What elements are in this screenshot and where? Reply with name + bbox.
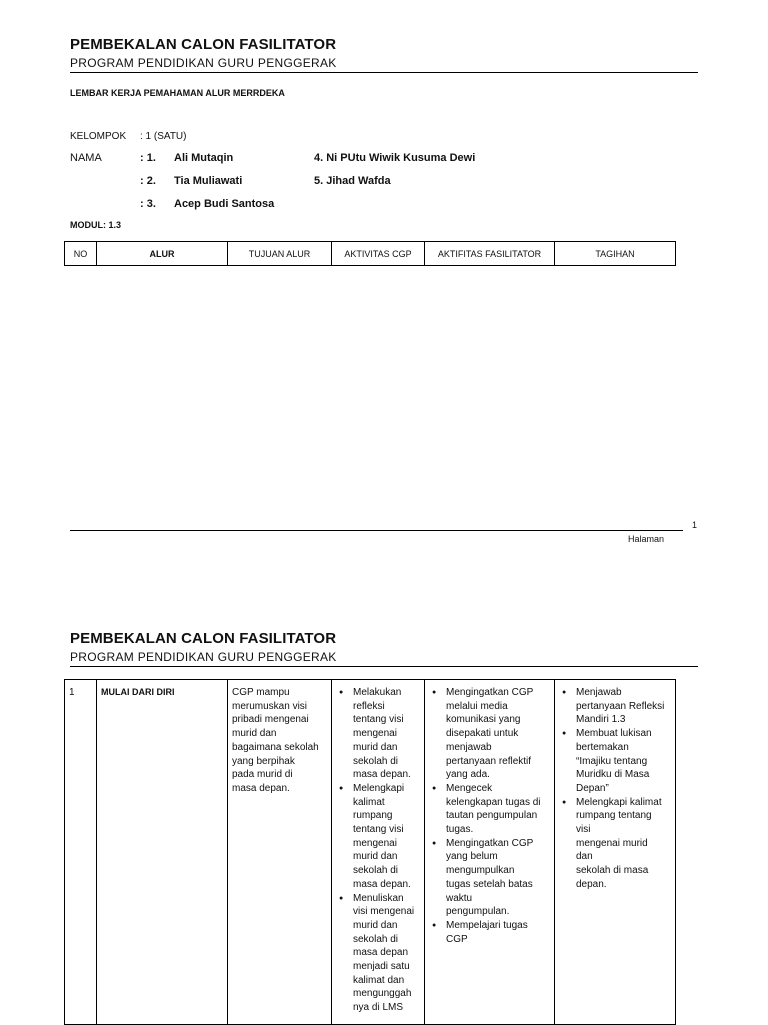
page2-title: PEMBEKALAN CALON FASILITATOR xyxy=(70,630,337,647)
col-header-tagihan: TAGIHAN xyxy=(555,242,676,266)
page1-header-rule xyxy=(70,72,698,73)
kelompok-value: : 1 (SATU) xyxy=(140,131,187,142)
page-number: 1 xyxy=(692,520,698,530)
alur-table-body xyxy=(64,679,676,1025)
page1-title: PEMBEKALAN CALON FASILITATOR xyxy=(70,36,337,53)
col-header-alur: ALUR xyxy=(97,242,228,266)
page-label: Halaman xyxy=(628,534,665,544)
table-row xyxy=(65,680,676,1025)
member-name: Acep Budi Santosa xyxy=(174,198,275,210)
cell-tagihan xyxy=(555,680,676,1025)
list-item: ● Membuat lukisan bertemakan “Imajiku tentang Muridku di Masa Depan” xyxy=(576,727,671,796)
member-num: : 3. xyxy=(140,198,156,210)
member-num: : 1. xyxy=(140,152,156,164)
member-name: 4. Ni PUtu Wiwik Kusuma Dewi xyxy=(314,152,476,164)
list-item: ● Melengkapi kalimat rumpang tentang visi mengenai murid dan sekolah di masa depan. xyxy=(576,796,671,892)
member-num: : 2. xyxy=(140,175,156,187)
list-item: ● Melengkapi kalimat rumpang tentang visi mengenai murid dan sekolah di masa depan. xyxy=(353,782,420,892)
nama-label: NAMA xyxy=(70,152,102,164)
list-item: ● Menuliskan visi mengenai murid dan sekolah di masa depan menjadi satu kalimat dan mengunggah nya di LMS xyxy=(353,892,420,1015)
member-name: Tia Muliawati xyxy=(174,175,243,187)
col-header-aktivitas-cgp: AKTIVITAS CGP xyxy=(332,242,425,266)
page1-footer-rule xyxy=(70,530,683,531)
worksheet-title: LEMBAR KERJA PEMAHAMAN ALUR MERRDEKA xyxy=(70,88,285,98)
col-header-tujuan: TUJUAN ALUR xyxy=(228,242,332,266)
cell-alur: MULAI DARI DIRI xyxy=(97,680,228,1025)
list-item: ● Mengingatkan CGP melalui media komunikasi yang disepakati untuk menjawab pertanyaan reflektif yang ada. xyxy=(446,686,550,782)
list-item: ● Mengecek kelengkapan tugas di tautan pengumpulan tugas. xyxy=(446,782,550,837)
cell-no: 1 xyxy=(65,680,97,1025)
list-item: ● Menjawab pertanyaan Refleksi Mandiri 1.3 xyxy=(576,686,671,727)
page1-subtitle: PROGRAM PENDIDIKAN GURU PENGGERAK xyxy=(70,56,337,70)
col-header-aktifitas-fasilitator: AKTIFITAS FASILITATOR xyxy=(425,242,555,266)
member-name: 5. Jihad Wafda xyxy=(314,175,391,187)
alur-table-header xyxy=(64,241,676,266)
cell-aktivitas-cgp xyxy=(332,680,425,1025)
list-item: ● Melakukan refleksi tentang visi mengenai murid dan sekolah di masa depan. xyxy=(353,686,420,782)
page2-subtitle: PROGRAM PENDIDIKAN GURU PENGGERAK xyxy=(70,650,337,664)
page2-header-rule xyxy=(70,666,698,667)
cell-tujuan: CGP mampu merumuskan visi pribadi mengenai murid dan bagaimana sekolah yang berpihak pada murid di masa depan. xyxy=(228,680,332,1025)
modul-label: MODUL: 1.3 xyxy=(70,220,122,230)
col-header-no: NO xyxy=(65,242,97,266)
cell-aktifitas-fasilitator xyxy=(425,680,555,1025)
list-item: ● Mengingatkan CGP yang belum mengumpulkan tugas setelah batas waktu pengumpulan. xyxy=(446,837,550,919)
member-name: Ali Mutaqin xyxy=(174,152,234,164)
kelompok-label: KELOMPOK xyxy=(70,131,127,142)
list-item: ● Mempelajari tugas CGP xyxy=(446,919,550,946)
